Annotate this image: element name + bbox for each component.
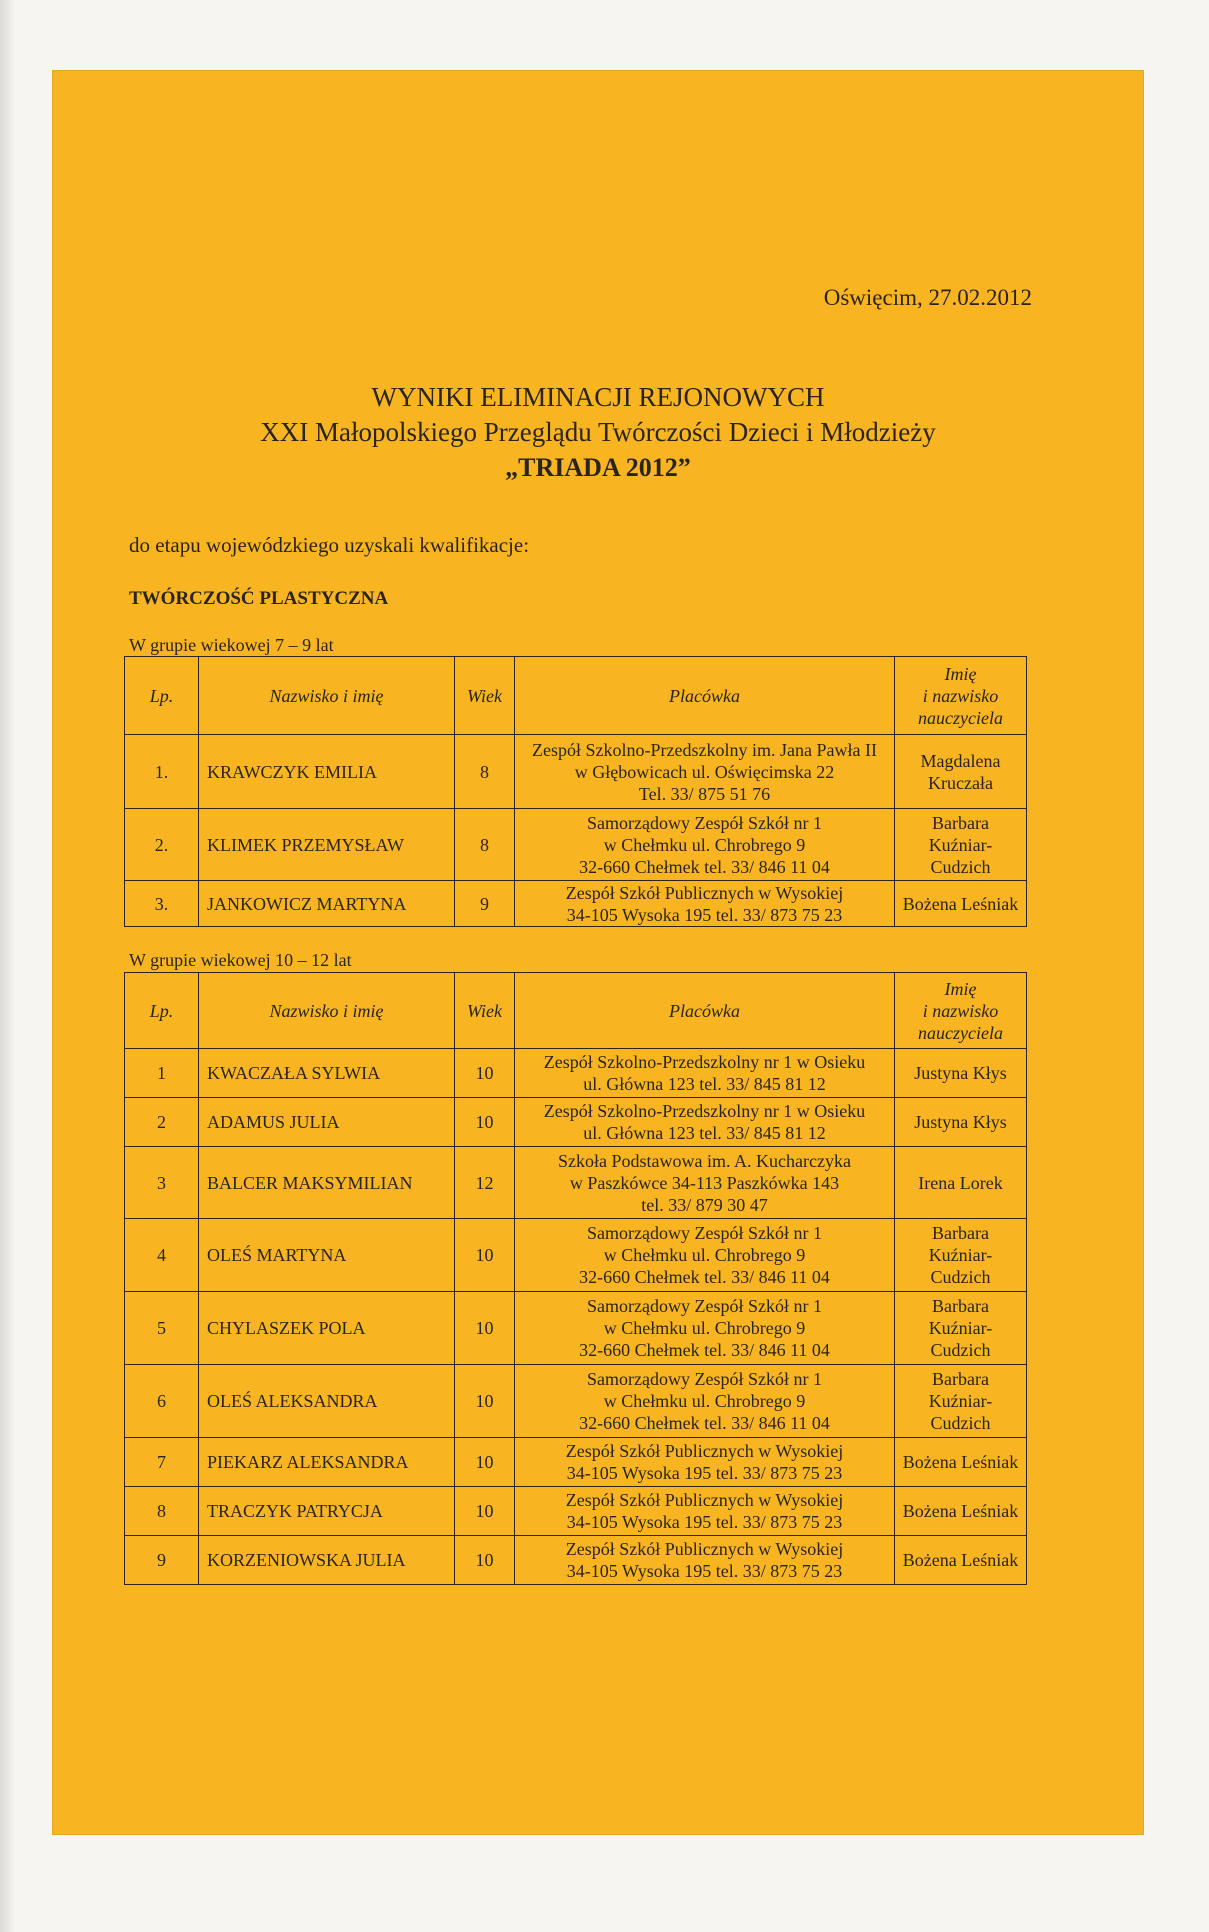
results-table-group2 (124, 972, 1027, 1585)
cell-teacher: Barbara Kuźniar- Cudzich (895, 1365, 1027, 1438)
header-school: Placówka (515, 973, 895, 1049)
cell-school: Zespół Szkół Publicznych w Wysokiej 34-105 Wysoka 195 tel. 33/ 873 75 23 (515, 1438, 895, 1487)
table-row (125, 1365, 1027, 1438)
cell-age: 10 (455, 1536, 515, 1585)
cell-age: 10 (455, 1487, 515, 1536)
cell-lp: 7 (125, 1438, 199, 1487)
title-line-3: „TRIADA 2012” (505, 453, 691, 482)
table-header-row (125, 657, 1027, 735)
header-teacher: Imię i nazwisko nauczyciela (895, 657, 1027, 735)
table-row (125, 1098, 1027, 1147)
cell-age: 10 (455, 1438, 515, 1487)
section-title: TWÓRCZOŚĆ PLASTYCZNA (129, 588, 389, 609)
cell-age: 8 (455, 809, 515, 881)
cell-lp: 1. (125, 735, 199, 809)
cell-teacher: Barbara Kuźniar- Cudzich (895, 809, 1027, 881)
cell-name: PIEKARZ ALEKSANDRA (199, 1438, 455, 1487)
cell-school: Zespół Szkół Publicznych w Wysokiej 34-105 Wysoka 195 tel. 33/ 873 75 23 (515, 881, 895, 927)
cell-age: 8 (455, 735, 515, 809)
cell-teacher: Bożena Leśniak (895, 1438, 1027, 1487)
header-lp: Lp. (125, 657, 199, 735)
cell-teacher: Justyna Kłys (895, 1049, 1027, 1098)
header-lp: Lp. (125, 973, 199, 1049)
cell-name: CHYLASZEK POLA (199, 1292, 455, 1365)
cell-name: ADAMUS JULIA (199, 1098, 455, 1147)
group2-label: W grupie wiekowej 10 – 12 lat (129, 950, 352, 970)
header-name: Nazwisko i imię (199, 657, 455, 735)
cell-age: 10 (455, 1098, 515, 1147)
cell-name: KRAWCZYK EMILIA (199, 735, 455, 809)
table-row (125, 1049, 1027, 1098)
cell-teacher: Bożena Leśniak (895, 881, 1027, 927)
cell-lp: 8 (125, 1487, 199, 1536)
page-edge (0, 0, 14, 1932)
cell-lp: 1 (125, 1049, 199, 1098)
document-sheet (52, 70, 1144, 1835)
table-row (125, 1147, 1027, 1219)
cell-school: Zespół Szkolno-Przedszkolny nr 1 w Osieku ul. Główna 123 tel. 33/ 845 81 12 (515, 1098, 895, 1147)
table-row (125, 1438, 1027, 1487)
table-row (125, 1219, 1027, 1292)
cell-school: Samorządowy Zespół Szkół nr 1 w Chełmku ul. Chrobrego 9 32-660 Chełmek tel. 33/ 846 11 04 (515, 1365, 895, 1438)
cell-school: Samorządowy Zespół Szkół nr 1 w Chełmku ul. Chrobrego 9 32-660 Chełmek tel. 33/ 846 11 04 (515, 809, 895, 881)
table-row (125, 809, 1027, 881)
cell-school: Zespół Szkół Publicznych w Wysokiej 34-105 Wysoka 195 tel. 33/ 873 75 23 (515, 1536, 895, 1585)
cell-age: 10 (455, 1049, 515, 1098)
cell-age: 10 (455, 1365, 515, 1438)
header-teacher: Imię i nazwisko nauczyciela (895, 973, 1027, 1049)
cell-name: KLIMEK PRZEMYSŁAW (199, 809, 455, 881)
cell-age: 12 (455, 1147, 515, 1219)
cell-age: 10 (455, 1292, 515, 1365)
cell-school: Samorządowy Zespół Szkół nr 1 w Chełmku ul. Chrobrego 9 32-660 Chełmek tel. 33/ 846 11 04 (515, 1219, 895, 1292)
group1-label: W grupie wiekowej 7 – 9 lat (129, 635, 334, 655)
cell-school: Samorządowy Zespół Szkół nr 1 w Chełmku ul. Chrobrego 9 32-660 Chełmek tel. 33/ 846 11 04 (515, 1292, 895, 1365)
table-row (125, 1292, 1027, 1365)
cell-age: 10 (455, 1219, 515, 1292)
cell-school: Zespół Szkół Publicznych w Wysokiej 34-105 Wysoka 195 tel. 33/ 873 75 23 (515, 1487, 895, 1536)
header-age: Wiek (455, 973, 515, 1049)
cell-teacher: Barbara Kuźniar- Cudzich (895, 1292, 1027, 1365)
cell-teacher: Bożena Leśniak (895, 1536, 1027, 1585)
cell-teacher: Justyna Kłys (895, 1098, 1027, 1147)
title-block (52, 380, 1144, 485)
cell-age: 9 (455, 881, 515, 927)
results-table-group1 (124, 656, 1027, 927)
cell-name: OLEŚ MARTYNA (199, 1219, 455, 1292)
header-name: Nazwisko i imię (199, 973, 455, 1049)
cell-name: OLEŚ ALEKSANDRA (199, 1365, 455, 1438)
table-row (125, 735, 1027, 809)
cell-school: Zespół Szkolno-Przedszkolny im. Jana Pawła II w Głębowicach ul. Oświęcimska 22 Tel. 33/ 875 51 76 (515, 735, 895, 809)
header-age: Wiek (455, 657, 515, 735)
cell-lp: 6 (125, 1365, 199, 1438)
cell-school: Zespół Szkolno-Przedszkolny nr 1 w Osieku ul. Główna 123 tel. 33/ 845 81 12 (515, 1049, 895, 1098)
date-line: Oświęcim, 27.02.2012 (823, 285, 1032, 310)
title-line-2: XXI Małopolskiego Przeglądu Twórczości Dzieci i Młodzieży (260, 417, 936, 447)
cell-lp: 2. (125, 809, 199, 881)
cell-lp: 4 (125, 1219, 199, 1292)
cell-name: JANKOWICZ MARTYNA (199, 881, 455, 927)
cell-teacher: Irena Lorek (895, 1147, 1027, 1219)
cell-school: Szkoła Podstawowa im. A. Kucharczyka w Paszkówce 34-113 Paszkówka 143 tel. 33/ 879 30 47 (515, 1147, 895, 1219)
cell-teacher: Barbara Kuźniar- Cudzich (895, 1219, 1027, 1292)
cell-name: BALCER MAKSYMILIAN (199, 1147, 455, 1219)
table-row (125, 1487, 1027, 1536)
cell-teacher: Bożena Leśniak (895, 1487, 1027, 1536)
cell-name: KORZENIOWSKA JULIA (199, 1536, 455, 1585)
title-line-1: WYNIKI ELIMINACJI REJONOWYCH (371, 382, 825, 412)
cell-teacher: Magdalena Kruczała (895, 735, 1027, 809)
header-school: Placówka (515, 657, 895, 735)
cell-lp: 3 (125, 1147, 199, 1219)
cell-lp: 5 (125, 1292, 199, 1365)
cell-name: TRACZYK PATRYCJA (199, 1487, 455, 1536)
intro-text: do etapu wojewódzkiego uzyskali kwalifikacje: (129, 533, 530, 557)
cell-lp: 2 (125, 1098, 199, 1147)
cell-name: KWACZAŁA SYLWIA (199, 1049, 455, 1098)
table-row (125, 1536, 1027, 1585)
table-header-row (125, 973, 1027, 1049)
table-row (125, 881, 1027, 927)
cell-lp: 9 (125, 1536, 199, 1585)
cell-lp: 3. (125, 881, 199, 927)
